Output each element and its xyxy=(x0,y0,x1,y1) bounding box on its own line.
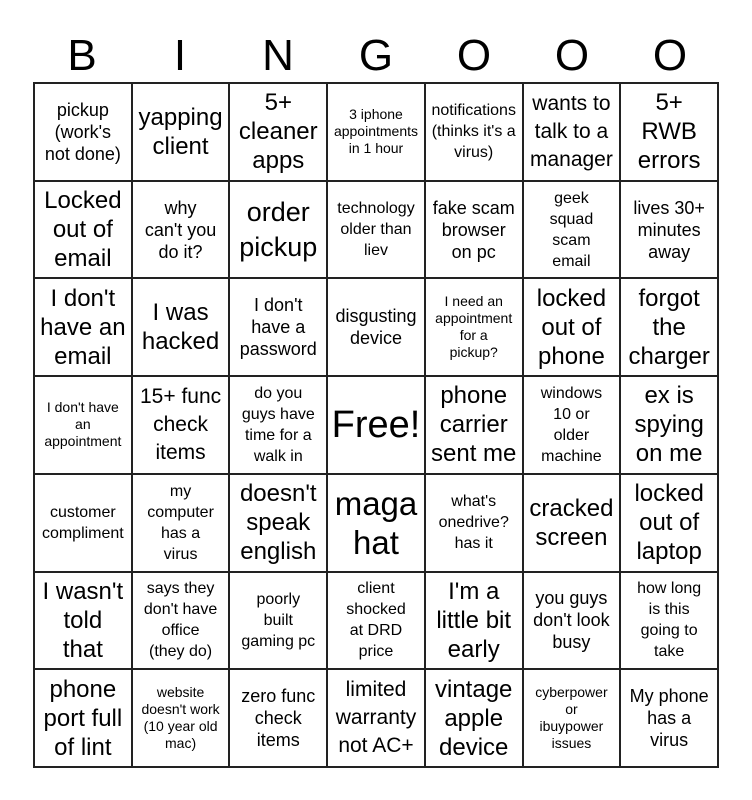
bingo-cell[interactable]: wants to talk to a manager xyxy=(523,83,621,181)
bingo-cell[interactable]: I was hacked xyxy=(132,278,230,376)
bingo-cell[interactable]: customer compliment xyxy=(34,474,132,572)
bingo-cell[interactable]: disgusting device xyxy=(327,278,425,376)
bingo-cell[interactable]: 15+ func check items xyxy=(132,376,230,474)
bingo-cell[interactable]: 3 iphone appointments in 1 hour xyxy=(327,83,425,181)
bingo-cell[interactable]: vintage apple device xyxy=(425,669,523,767)
bingo-cell[interactable]: order pickup xyxy=(229,181,327,279)
bingo-grid xyxy=(33,82,719,768)
header-letter: I xyxy=(173,31,187,80)
bingo-cell[interactable]: lives 30+ minutes away xyxy=(620,181,718,279)
bingo-cell[interactable]: doesn't speak english xyxy=(229,474,327,572)
free-space[interactable]: Free! xyxy=(327,376,425,474)
bingo-cell[interactable]: cyberpower or ibuypower issues xyxy=(523,669,621,767)
bingo-cell[interactable]: you guys don't look busy xyxy=(523,572,621,670)
bingo-cell[interactable]: phone carrier sent me xyxy=(425,376,523,474)
bingo-cell[interactable]: poorly built gaming pc xyxy=(229,572,327,670)
bingo-cell[interactable]: phone port full of lint xyxy=(34,669,132,767)
bingo-cell[interactable]: what's onedrive? has it xyxy=(425,474,523,572)
bingo-cell[interactable]: I don't have an appointment xyxy=(34,376,132,474)
header-letter: N xyxy=(262,31,294,80)
bingo-cell[interactable]: fake scam browser on pc xyxy=(425,181,523,279)
bingo-cell[interactable]: geek squad scam email xyxy=(523,181,621,279)
bingo-cell[interactable]: my computer has a virus xyxy=(132,474,230,572)
bingo-cell[interactable]: I don't have an email xyxy=(34,278,132,376)
header-letter: G xyxy=(358,31,394,80)
bingo-cell[interactable]: Locked out of email xyxy=(34,181,132,279)
bingo-cell[interactable]: locked out of laptop xyxy=(620,474,718,572)
bingo-cell[interactable]: yapping client xyxy=(132,83,230,181)
bingo-cell[interactable]: maga hat xyxy=(327,474,425,572)
bingo-cell[interactable]: 5+ RWB errors xyxy=(620,83,718,181)
header-letter: O xyxy=(456,31,492,80)
bingo-cell[interactable]: technology older than liev xyxy=(327,181,425,279)
bingo-header xyxy=(33,30,719,82)
header-letter: B xyxy=(67,31,97,80)
bingo-cell[interactable]: how long is this going to take xyxy=(620,572,718,670)
header-letter: O xyxy=(554,31,590,80)
bingo-cell[interactable]: zero func check items xyxy=(229,669,327,767)
header-letter: O xyxy=(652,31,688,80)
bingo-cell[interactable]: windows 10 or older machine xyxy=(523,376,621,474)
bingo-cell[interactable]: 5+ cleaner apps xyxy=(229,83,327,181)
bingo-cell[interactable]: I don't have a password xyxy=(229,278,327,376)
bingo-cell[interactable]: do you guys have time for a walk in xyxy=(229,376,327,474)
bingo-cell[interactable]: I wasn't told that xyxy=(34,572,132,670)
bingo-cell[interactable]: I need an appointment for a pickup? xyxy=(425,278,523,376)
bingo-cell[interactable]: cracked screen xyxy=(523,474,621,572)
bingo-cell[interactable]: ex is spying on me xyxy=(620,376,718,474)
bingo-cell[interactable]: client shocked at DRD price xyxy=(327,572,425,670)
bingo-cell[interactable]: why can't you do it? xyxy=(132,181,230,279)
bingo-cell[interactable]: forgot the charger xyxy=(620,278,718,376)
bingo-cell[interactable]: I'm a little bit early xyxy=(425,572,523,670)
bingo-cell[interactable]: notifications (thinks it's a virus) xyxy=(425,83,523,181)
bingo-cell[interactable]: pickup (work's not done) xyxy=(34,83,132,181)
bingo-cell[interactable]: locked out of phone xyxy=(523,278,621,376)
bingo-cell[interactable]: limited warranty not AC+ xyxy=(327,669,425,767)
bingo-cell[interactable]: website doesn't work (10 year old mac) xyxy=(132,669,230,767)
bingo-cell[interactable]: says they don't have office (they do) xyxy=(132,572,230,670)
bingo-cell[interactable]: My phone has a virus xyxy=(620,669,718,767)
